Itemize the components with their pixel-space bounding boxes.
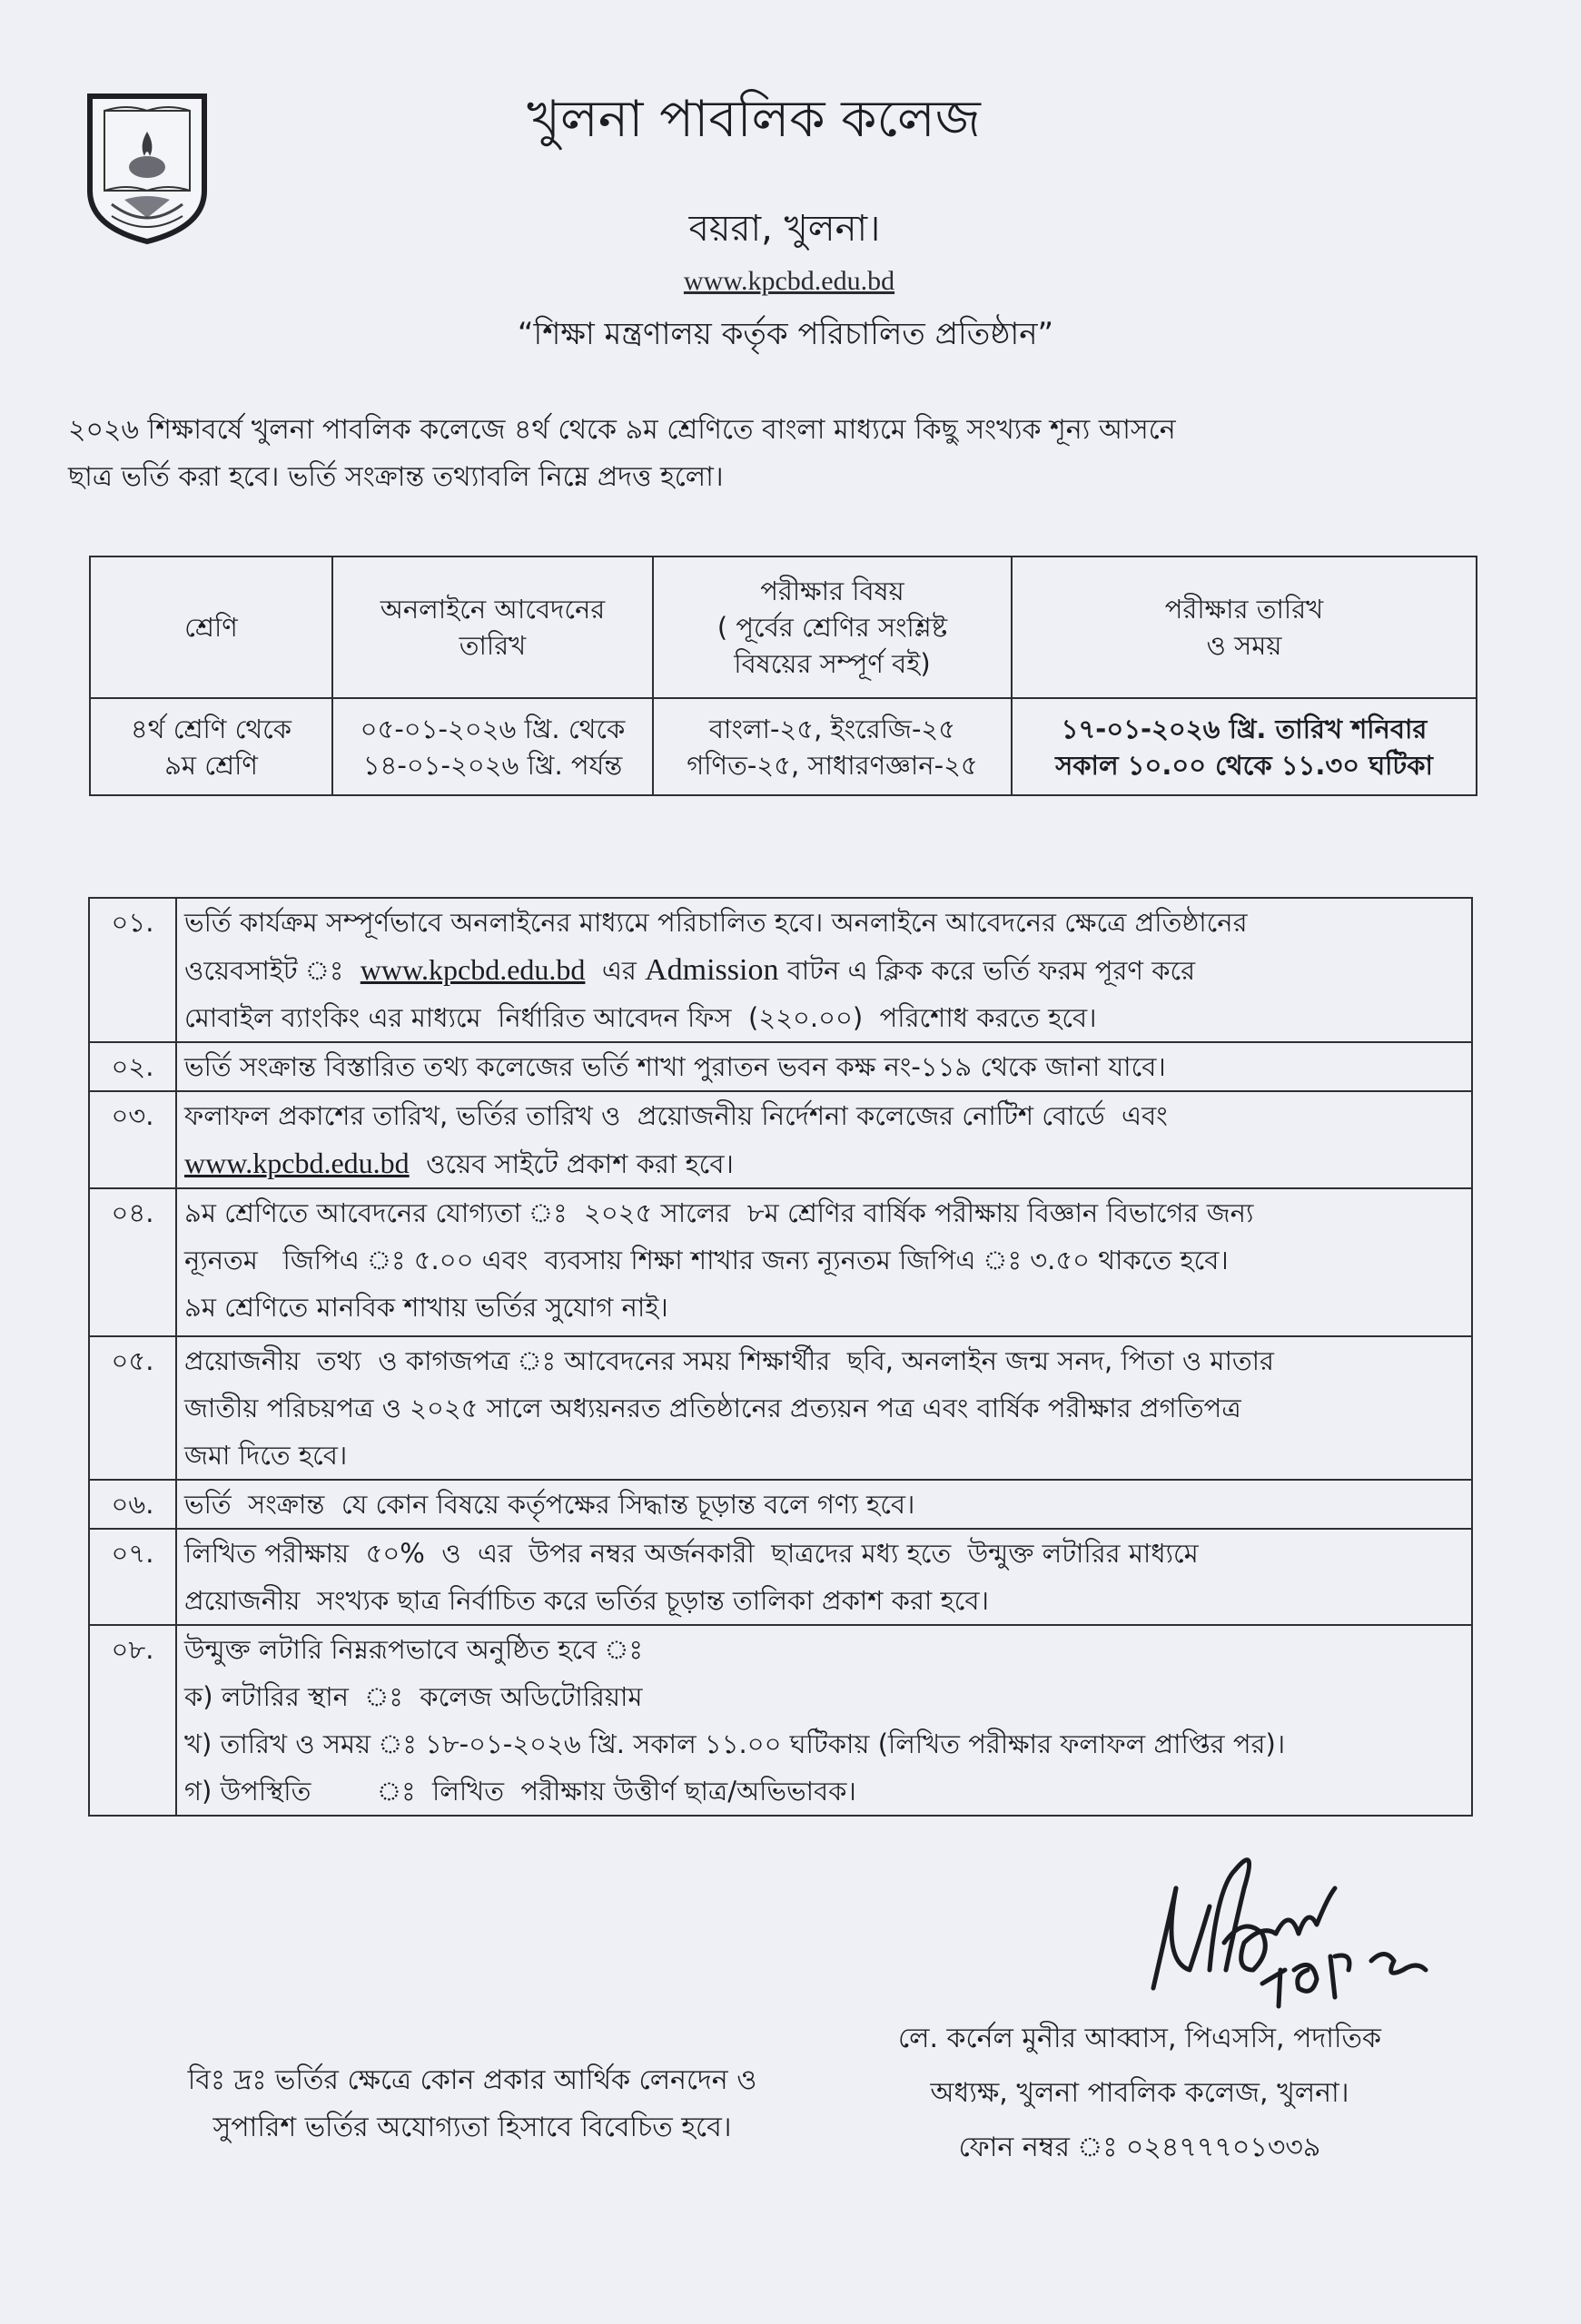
signatory-designation: অধ্যক্ষ, খুলনা পাবলিক কলেজ, খুলনা। (930, 2077, 1349, 2109)
rule-line (184, 1284, 1464, 1331)
footnote-line: সুপারিশ ভর্তির অযোগ্যতা হিসাবে বিবেচিত হবে। (212, 2112, 732, 2143)
rule-number: ০৩. (89, 1091, 176, 1188)
cell-subjects: বাংলা-২৫, ইংরেজি-২৫ গণিত-২৫, সাধারণজ্ঞান-২৫ (653, 698, 1012, 795)
rule-text-segment: ভর্তি সংক্রান্ত যে কোন বিষয়ে কর্তৃপক্ষের সিদ্ধান্ত চূড়ান্ত বলে গণ্য হবে। (184, 1489, 915, 1520)
rule-text-segment: ওয়েব সাইটে প্রকাশ করা হবে। (409, 1148, 734, 1179)
cell-class: ৪র্থ শ্রেণি থেকে ৯ম শ্রেণি (90, 698, 332, 795)
rules-table (88, 897, 1473, 1817)
rule-text-segment: জমা দিতে হবে। (184, 1440, 348, 1471)
rule-row (89, 1091, 1472, 1188)
website-link[interactable]: www.kpcbd.edu.bd (184, 1147, 410, 1179)
rule-text-segment: মোবাইল ব্যাংকিং এর মাধ্যমে নির্ধারিত আবেদন ফিস (২২০.০০) পরিশোধ করতে হবে। (184, 1002, 1097, 1033)
header-exam-subjects: পরীক্ষার বিষয় ( পূর্বের শ্রেণির সংশ্লিষ্ট বিষয়ের সম্পূর্ণ বই) (653, 556, 1012, 698)
signature-icon (1126, 1834, 1462, 2015)
rule-text-segment: ক) লটারির স্থান ঃ কলেজ অডিটোরিয়াম (184, 1681, 643, 1712)
rule-text-segment: ন্যূনতম জিপিএ ঃ ৫.০০ এবং ব্যবসায় শিক্ষা শাখার জন্য ন্যূনতম জিপিএ ঃ ৩.৫০ থাকতে হবে। (184, 1245, 1229, 1275)
rule-number: ০২. (89, 1042, 176, 1091)
college-name: খুলনা পাবলিক কলেজ (527, 90, 981, 149)
rule-text (176, 1042, 1472, 1091)
rule-text-segment: ৯ম শ্রেণিতে আবেদনের যোগ্যতা ঃ ২০২৫ সালের ৮ম শ্রেণির বার্ষিক পরীক্ষায় বিজ্ঞান বিভাগের জন্য (184, 1197, 1254, 1228)
rule-row (89, 1480, 1472, 1529)
footnote (118, 2057, 826, 2152)
schedule-header-row (90, 556, 1477, 698)
rule-number: ০৮. (89, 1625, 176, 1816)
college-crest-icon (84, 91, 210, 245)
schedule-table (89, 556, 1477, 796)
rule-line (184, 1768, 1464, 1815)
rule-line (184, 1530, 1464, 1577)
rule-text-segment: গ) উপস্থিতি ঃ লিখিত পরীক্ষায় উত্তীর্ণ ছাত্র/অভিভাবক। (184, 1776, 856, 1807)
rule-line (184, 1092, 1464, 1139)
rule-text-segment: এর (585, 955, 646, 986)
rule-text (176, 898, 1472, 1042)
rule-line (184, 1043, 1464, 1090)
rule-row (89, 1625, 1472, 1816)
rule-text-segment: জাতীয় পরিচয়পত্র ও ২০২৫ সালে অধ্যয়নরত প্রতিষ্ঠানের প্রত্যয়ন পত্র এবং বার্ষিক পরীক্ষার প্রগতিপত্র (184, 1393, 1241, 1423)
intro-line: ২০২৬ শিক্ষাবর্ষে খুলনা পাবলিক কলেজে ৪র্থ থেকে ৯ম শ্রেণিতে বাংলা মাধ্যমে কিছু সংখ্যক শূন্য আসনে (68, 414, 1176, 446)
rule-line (184, 994, 1464, 1041)
rule-number: ০৬. (89, 1480, 176, 1529)
ministry-tagline: “শিক্ষা মন্ত্রণালয় কর্তৃক পরিচালিত প্রতিষ্ঠান” (517, 316, 1054, 352)
rule-line (184, 899, 1464, 946)
rule-text-segment: লিখিত পরীক্ষায় ৫০% ও এর উপর নম্বর অর্জনকারী ছাত্রদের মধ্য হতে উন্মুক্ত লটারির মাধ্যমে (184, 1538, 1199, 1569)
rule-line (184, 1673, 1464, 1720)
rule-text (176, 1625, 1472, 1816)
rule-number: ০৫. (89, 1336, 176, 1480)
rule-text (176, 1091, 1472, 1188)
rule-text-segment: খ) তারিখ ও সময় ঃ ১৮-০১-২০২৬ খ্রি. সকাল ১১.০০ ঘটিকায় (লিখিত পরীক্ষার ফলাফল প্রাপ্তির পর)। (184, 1728, 1286, 1759)
college-website-link[interactable]: www.kpcbd.edu.bd (683, 266, 895, 296)
rule-text (176, 1336, 1472, 1480)
admission-keyword: Admission (645, 953, 779, 987)
rule-line (184, 1626, 1464, 1673)
website-link[interactable]: www.kpcbd.edu.bd (360, 953, 586, 986)
rule-row (89, 898, 1472, 1042)
rule-text (176, 1188, 1472, 1336)
rule-row (89, 1529, 1472, 1625)
rule-text-segment: ভর্তি সংক্রান্ত বিস্তারিত তথ্য কলেজের ভর্তি শাখা পুরাতন ভবন কক্ষ নং-১১৯ থেকে জানা যাবে। (184, 1051, 1166, 1082)
rule-text-segment: বাটন এ ক্লিক করে ভর্তি ফরম পূরণ করে (778, 955, 1196, 986)
rule-line (184, 1481, 1464, 1528)
intro-line: ছাত্র ভর্তি করা হবে। ভর্তি সংক্রান্ত তথ্যাবলি নিম্নে প্রদত্ত হলো। (68, 461, 724, 493)
rule-number: ০৪. (89, 1188, 176, 1336)
rule-line (184, 1432, 1464, 1479)
header-class: শ্রেণি (90, 556, 332, 698)
rule-text-segment: প্রয়োজনীয় তথ্য ও কাগজপত্র ঃ আবেদনের সময় শিক্ষার্থীর ছবি, অনলাইন জন্ম সনদ, পিতা ও মাতার (184, 1345, 1275, 1376)
rule-text-segment: উন্মুক্ত লটারি নিম্নরূপভাবে অনুষ্ঠিত হবে ঃ (184, 1634, 643, 1665)
rule-number: ০৭. (89, 1529, 176, 1625)
college-address: বয়রা, খুলনা। (688, 208, 881, 250)
rule-text-segment: প্রয়োজনীয় সংখ্যক ছাত্র নির্বাচিত করে ভর্তির চূড়ান্ত তালিকা প্রকাশ করা হবে। (184, 1585, 989, 1616)
rule-line (184, 946, 1464, 994)
header-exam-datetime: পরীক্ষার তারিখ ও সময় (1012, 556, 1477, 698)
intro-paragraph (68, 407, 1503, 501)
signatory-block (845, 2012, 1435, 2175)
rule-line (184, 1139, 1464, 1187)
rule-row (89, 1336, 1472, 1480)
rule-number: ০১. (89, 898, 176, 1042)
rule-text-segment: ওয়েবসাইট ঃ (184, 955, 361, 986)
rule-line (184, 1236, 1464, 1284)
rule-line (184, 1577, 1464, 1624)
signatory-phone: ফোন নম্বর ঃ ০২৪৭৭৭০১৩৩৯ (958, 2132, 1321, 2163)
footnote-line: বিঃ দ্রঃ ভর্তির ক্ষেত্রে কোন প্রকার আর্থিক লেনদেন ও (187, 2064, 757, 2096)
rule-line (184, 1337, 1464, 1384)
rule-line (184, 1189, 1464, 1236)
rule-row (89, 1188, 1472, 1336)
rule-text (176, 1480, 1472, 1529)
rule-text (176, 1529, 1472, 1625)
cell-application-dates: ০৫-০১-২০২৬ খ্রি. থেকে ১৪-০১-২০২৬ খ্রি. পর্যন্ত (332, 698, 653, 795)
rule-text-segment: ৯ম শ্রেণিতে মানবিক শাখায় ভর্তির সুযোগ নাই। (184, 1292, 668, 1323)
header-application-date: অনলাইনে আবেদনের তারিখ (332, 556, 653, 698)
schedule-row (90, 698, 1477, 795)
rule-text-segment: ভর্তি কার্যক্রম সম্পূর্ণভাবে অনলাইনের মাধ্যমে পরিচালিত হবে। অনলাইনে আবেদনের ক্ষেত্রে প্রতিষ্ঠানের (184, 907, 1248, 938)
signatory-name: লে. কর্নেল মুনীর আব্বাস, পিএসসি, পদাতিক (897, 2023, 1382, 2054)
cell-exam-datetime: ১৭-০১-২০২৬ খ্রি. তারিখ শনিবার সকাল ১০.০০ থেকে ১১.৩০ ঘটিকা (1012, 698, 1477, 795)
rule-line (184, 1384, 1464, 1432)
principal-signature (1126, 1834, 1462, 2015)
college-logo (84, 91, 210, 245)
rule-row (89, 1042, 1472, 1091)
rule-text-segment: ফলাফল প্রকাশের তারিখ, ভর্তির তারিখ ও প্রয়োজনীয় নির্দেশনা কলেজের নোটিশ বোর্ডে এবং (184, 1100, 1168, 1131)
rule-line (184, 1720, 1464, 1768)
